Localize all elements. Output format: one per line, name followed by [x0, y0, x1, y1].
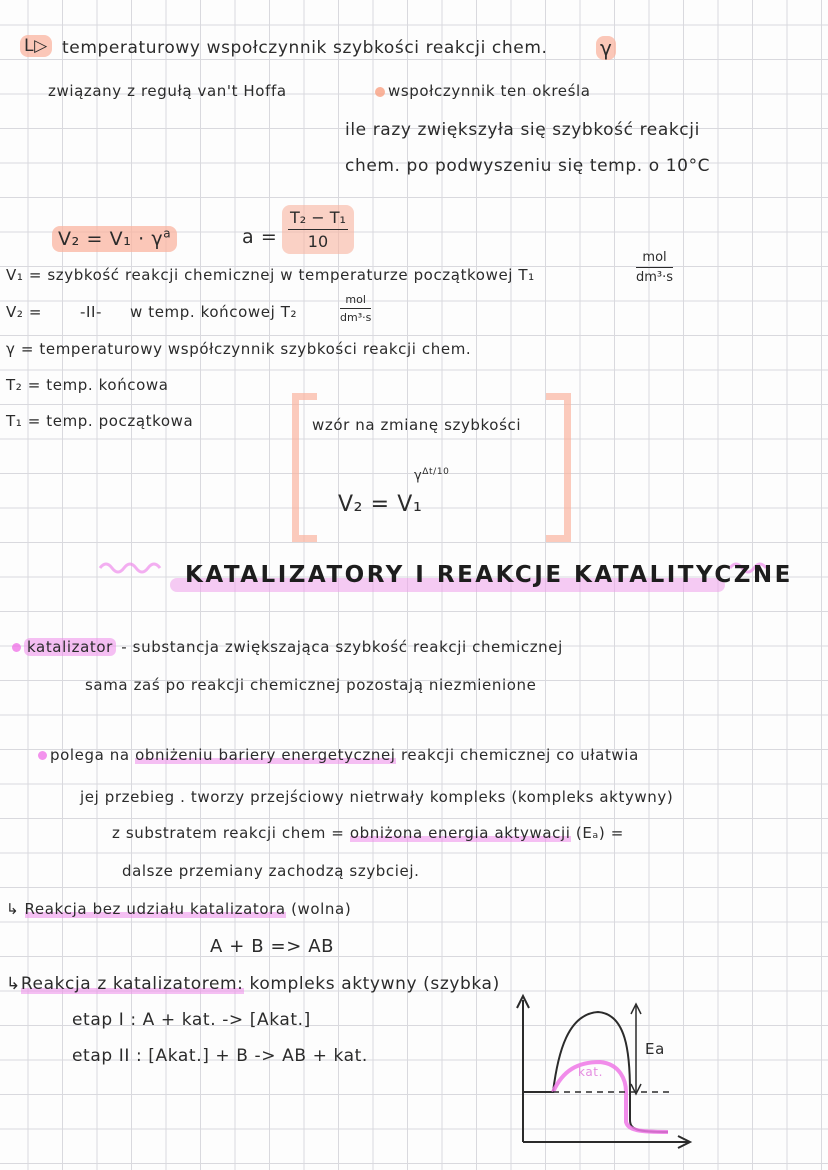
sec1-line2b: wspołczynnik ten określa: [375, 84, 591, 99]
sec1-line3: ile razy zwiększyła się szybkość reakcji: [345, 120, 700, 140]
sec1-line2a: związany z regułą van't Hoffa: [48, 82, 287, 100]
def-v2-label: V₂ =: [6, 303, 43, 321]
def-t2: T₂ = temp. końcowa: [6, 376, 169, 394]
stage-2: etap II : [Akat.] + B -> AB + kat.: [72, 1046, 368, 1066]
def-v1-unit: mol dm³·s: [636, 250, 674, 285]
def-v2-text: w temp. końcowej T₂: [130, 303, 298, 321]
kat-explain-4: dalsze przemiany zachodzą szybciej.: [122, 862, 420, 880]
def-gamma: γ = temperaturowy współczynnik szybkości reakcji chem.: [6, 340, 472, 358]
sec1-line1: temperaturowy wspołczynnik szybkości reakcji chem.: [62, 38, 548, 58]
reaction-without-eq: A + B => AB: [210, 936, 335, 957]
kat-explain-2: jej przebieg . tworzy przejściowy nietrwały kompleks (kompleks aktywny): [80, 788, 674, 806]
box-formula: V₂ = V₁: [338, 492, 423, 517]
kat-explain-3: z substratem reakcji chem = obniżona energia aktywacji (Eₐ) =: [112, 824, 624, 842]
box-title: wzór na zmianę szybkości: [312, 416, 522, 434]
kat-definition: katalizator - substancja zwiększająca szybkość reakcji chemicznej: [12, 640, 563, 655]
kat-definition-2: sama zaś po reakcji chemicznej pozostają niezmienione: [85, 676, 537, 694]
sec1-arrow: L▷: [20, 38, 52, 55]
def-v2-ditto: -II-: [80, 303, 103, 321]
formula-a-fraction: $\frac{\text{T₂ − T₁}}{10}$: [282, 205, 354, 254]
section-heading: KATALIZATORY I REAKCJE KATALITYCZNE: [185, 562, 793, 588]
energy-diagram: [508, 992, 708, 1162]
kat-explain-1: polega na obniżeniu bariery energetycznej reakcji chemicznej co ułatwia: [38, 748, 639, 763]
energy-diagram-kat-label: kat.: [578, 1065, 604, 1079]
stage-1: etap I : A + kat. -> [Akat.]: [72, 1010, 311, 1030]
sec1-line4: chem. po podwyszeniu się temp. o 10°C: [345, 156, 711, 176]
def-v1: V₁ = szybkość reakcji chemicznej w temperaturze początkowej T₁: [6, 266, 535, 284]
def-v2-unit: mol dm³·s: [340, 293, 372, 324]
formula-a-lhs: a =: [242, 226, 278, 248]
box-bracket-right: [546, 393, 571, 542]
box-formula-exp: $\gamma^{\Delta t/10}$: [414, 467, 450, 484]
reaction-without: ↳ Reakcja bez udziału katalizatora (wolna): [6, 900, 352, 918]
energy-diagram-ea-label: Ea: [645, 1040, 665, 1058]
formula-v2: $V_2 = V_1 \cdot \gamma^a$: [52, 228, 177, 249]
sec1-gamma: γ: [596, 38, 616, 58]
reaction-with: ↳Reakcja z katalizatorem: kompleks aktywny (szybka): [6, 974, 500, 994]
def-t1: T₁ = temp. początkowa: [6, 412, 194, 430]
